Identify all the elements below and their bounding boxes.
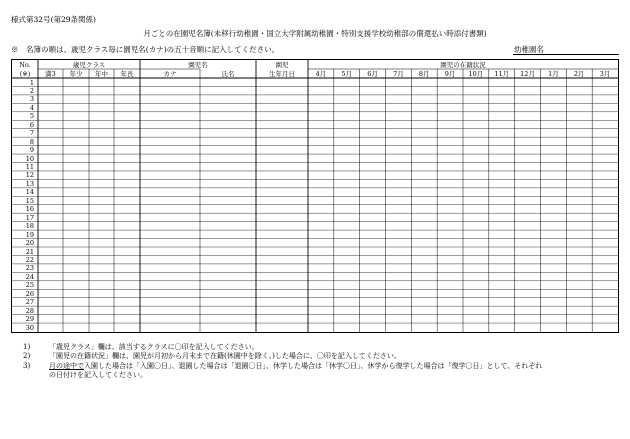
header-month: 12月 [520,69,535,78]
row-number: 28 [25,306,34,315]
row-number: 27 [25,298,34,307]
row-number: 9 [29,146,34,155]
row-number: 26 [25,289,34,298]
header-class-column: 年長 [120,69,134,78]
row-number: 22 [25,255,34,264]
header-month: 6月 [367,69,378,78]
row-number: 16 [25,205,34,214]
footnote-2 [23,352,542,361]
footnote-text: 入園した場合は「入園〇日」、退園した場合は「退園〇日」、休学した場合は「休学〇日」、休学から復学した場合は「復学〇日」として、それぞれ [84,361,543,370]
row-number: 7 [29,129,34,138]
header-month: 11月 [494,69,510,78]
school-name-label: 幼稚園名 [514,45,544,54]
row-number: 2 [29,86,34,95]
header-month: 8月 [418,69,430,78]
header-name-kana: カナ [163,69,177,78]
row-number: 13 [25,179,34,188]
header-month: 2月 [573,69,585,78]
row-number: 19 [25,230,34,239]
header-class-column: 年中 [95,69,108,78]
row-number: 15 [25,196,34,205]
header-month: 1月 [548,69,559,78]
header-month: 7月 [393,69,404,78]
header-name-kanji: 氏名 [221,69,235,78]
row-number: 12 [25,171,34,180]
header-no-note: (※) [19,69,31,78]
header-month: 3月 [599,69,611,78]
row-number: 6 [29,120,34,129]
document-title: 月ごとの在園児名簿(未移行幼稚園・国立大学附属幼稚園・特別支援学校幼稚部の償還払い時添付書類) [143,29,487,38]
footnote-text-continued: の日付けを記入してください。 [49,371,147,380]
header-name-group: 園児名 [188,60,208,69]
row-number: 17 [25,213,34,222]
row-number: 29 [25,315,34,324]
footnote-number: 2) [23,352,31,361]
row-number: 18 [25,222,34,231]
row-number: 5 [29,112,34,121]
footnote-text: 「園児の在籍状況」欄は、園児が月初から月末まで在籍(休園中を除く。)した場合に、〇印を記入してください。 [49,352,401,361]
row-number: 21 [25,247,34,256]
header-no: No. [19,60,31,69]
row-number: 3 [29,95,34,104]
row-number: 14 [25,188,34,197]
table-grid [12,60,618,332]
row-number: 30 [25,323,34,332]
header-class-column: 満3 [45,69,56,78]
row-number: 23 [25,264,34,273]
footnote-number: 3) [23,361,31,370]
form-number: 様式第32号(第29条関係) [11,15,96,24]
header-class-group: 歳児クラス [72,60,106,69]
row-number: 25 [25,281,34,290]
header-birth-date: 生年月日 [269,69,295,78]
row-number: 8 [29,137,34,146]
row-number: 10 [25,154,34,163]
school-name-field[interactable] [513,54,619,55]
header-month: 9月 [444,69,456,78]
row-number: 4 [29,103,34,112]
header-month: 10月 [468,69,484,78]
header-class-column: 年少 [69,69,83,78]
enrollment-table [11,59,619,333]
header-status-group: 園児の在籍状況 [440,60,486,69]
row-number: 20 [25,239,34,248]
footnotes [23,343,542,381]
instruction-text: ※ 名簿の順は、歳児クラス毎に園児名(カナ)の五十音順に記入してください。 [11,45,280,54]
header-month: 4月 [315,69,327,78]
footnote-1 [23,343,542,352]
footnote-underlined-text: 月の途中で [49,361,84,370]
header-birth: 園児 [275,60,289,69]
footnote-number: 1) [23,343,31,351]
footnote-text: 「歳児クラス」欄は、該当するクラスに〇印を記入してください。 [49,343,259,351]
row-number: 24 [25,272,34,281]
row-number: 1 [29,78,34,87]
header-month: 5月 [341,69,353,78]
row-number: 11 [25,163,34,171]
footnote-3 [23,362,542,381]
